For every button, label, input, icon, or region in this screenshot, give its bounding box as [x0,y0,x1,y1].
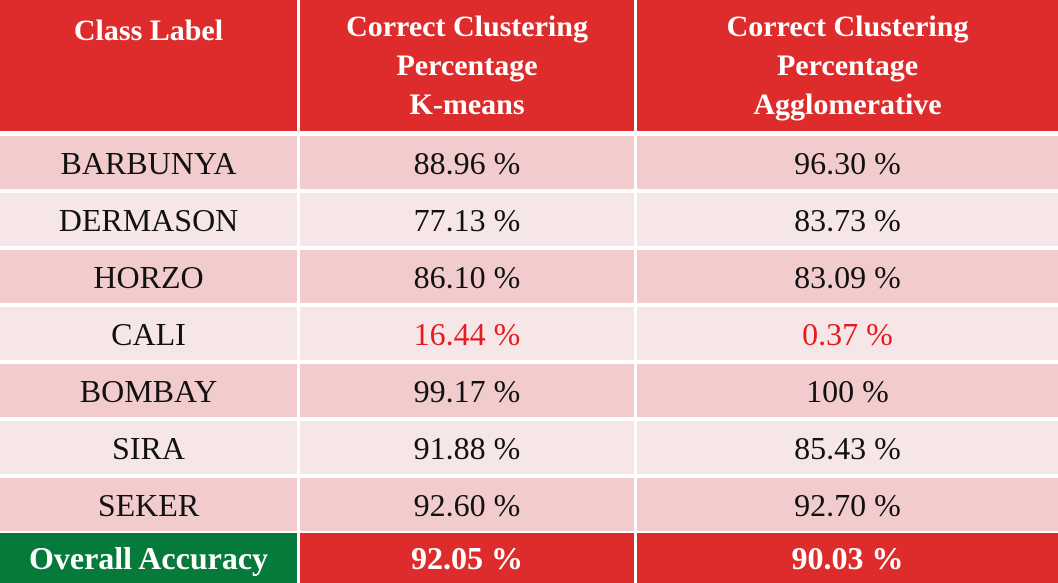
class-label-cell: HORZO [0,250,297,303]
agglomerative-value-cell: 85.43 % [634,421,1058,474]
overall-agglomerative-value: 90.03 % [634,533,1058,583]
kmeans-value-cell: 99.17 % [297,364,634,417]
kmeans-header-line-3: K-means [409,88,525,121]
agglomerative-header-line-1: Correct Clustering [726,10,969,43]
overall-accuracy-row [0,533,1058,583]
kmeans-header-line-1: Correct Clustering [346,10,588,43]
class-label-cell: BOMBAY [0,364,297,417]
kmeans-value-cell: 86.10 % [297,250,634,303]
class-label-cell: BARBUNYA [0,136,297,189]
class-label-cell: DERMASON [0,193,297,246]
kmeans-value-cell: 88.96 % [297,136,634,189]
kmeans-header [297,0,634,131]
kmeans-value-cell-low: 16.44 % [297,307,634,360]
class-label-header-text: Class Label [73,14,224,47]
agglomerative-value-cell: 92.70 % [634,478,1058,531]
class-label-header [0,0,297,131]
table-row [0,136,1058,189]
table-row [0,250,1058,303]
agglomerative-value-cell: 100 % [634,364,1058,417]
kmeans-value-cell: 91.88 % [297,421,634,474]
table-row [0,421,1058,474]
kmeans-value-cell: 77.13 % [297,193,634,246]
agglomerative-value-cell-low: 0.37 % [634,307,1058,360]
agglomerative-value-cell: 83.73 % [634,193,1058,246]
overall-kmeans-value: 92.05 % [297,533,634,583]
agglomerative-header-line-3: Agglomerative [753,88,942,121]
agglomerative-header [634,0,1058,131]
table-row [0,193,1058,246]
agglomerative-value-cell: 96.30 % [634,136,1058,189]
class-label-cell: CALI [0,307,297,360]
kmeans-header-lines [346,7,588,124]
class-label-cell: SEKER [0,478,297,531]
agglomerative-header-lines [727,7,969,124]
table-row [0,364,1058,417]
kmeans-value-cell: 92.60 % [297,478,634,531]
table-row [0,478,1058,531]
kmeans-header-line-2: Percentage [396,49,538,82]
table-row [0,307,1058,360]
agglomerative-header-line-2: Percentage [776,49,919,82]
agglomerative-value-cell: 83.09 % [634,250,1058,303]
class-label-cell: SIRA [0,421,297,474]
overall-accuracy-label: Overall Accuracy [0,533,297,583]
table-header-row [0,0,1058,131]
